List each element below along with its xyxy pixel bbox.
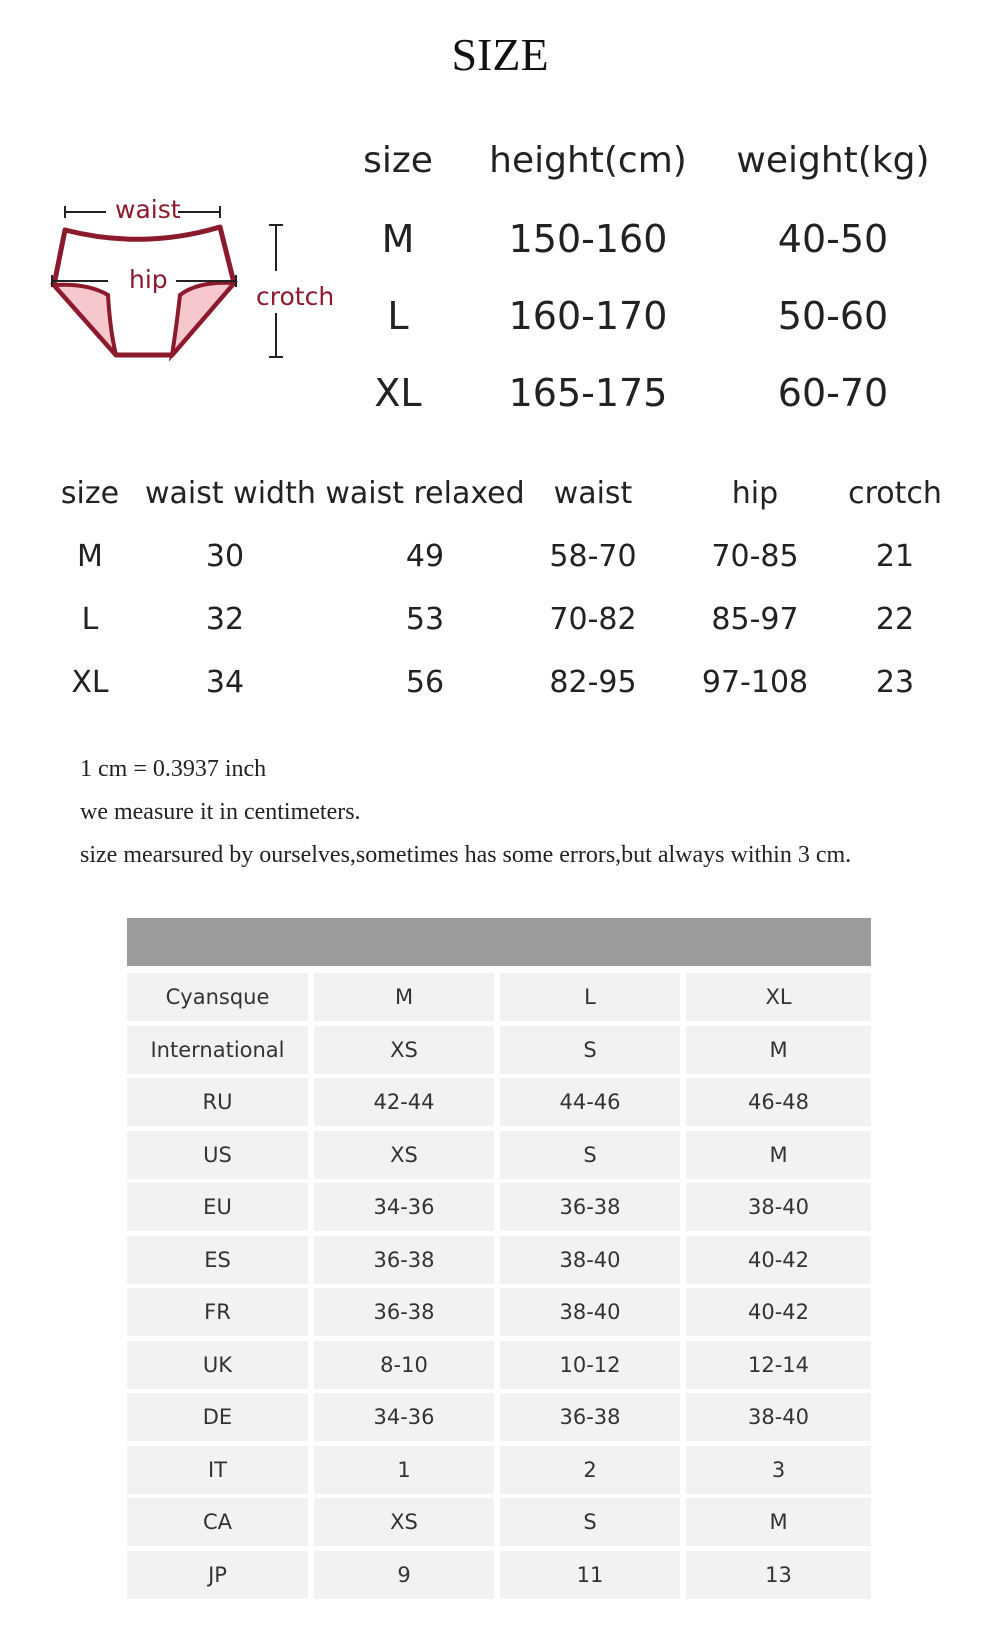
- header-cell: crotch: [848, 476, 942, 511]
- size-value: 42-44: [314, 1078, 494, 1126]
- region-label: UK: [127, 1341, 308, 1389]
- size-value: 1: [314, 1446, 494, 1494]
- region-label: CA: [127, 1498, 308, 1546]
- table-row: [50, 665, 950, 715]
- note-line: we measure it in centimeters.: [80, 799, 361, 825]
- table-cell: 53: [405, 602, 445, 637]
- size-value: M: [314, 973, 494, 1021]
- conversion-row: [127, 1288, 871, 1338]
- region-label: International: [127, 1026, 308, 1074]
- conversion-row: [127, 1393, 871, 1443]
- size-value: 38-40: [686, 1393, 871, 1441]
- size-value: 40-42: [686, 1236, 871, 1284]
- size-value: 12-14: [686, 1341, 871, 1389]
- table-cell: 21: [875, 539, 915, 574]
- table-cell: 82-95: [549, 665, 637, 700]
- weight-cell: 60-70: [777, 371, 889, 415]
- weight-cell: 40-50: [777, 217, 889, 261]
- table-cell: 23: [875, 665, 915, 700]
- size-cell: M: [381, 217, 415, 261]
- height-cell: 165-175: [508, 371, 668, 415]
- weight-cell: 50-60: [777, 294, 889, 338]
- conversion-row: [127, 1341, 871, 1391]
- table-cell: 97-108: [701, 665, 809, 700]
- size-value: 3: [686, 1446, 871, 1494]
- table-cell: 70-82: [549, 602, 637, 637]
- conversion-row: [127, 973, 871, 1023]
- table-cell: 85-97: [711, 602, 799, 637]
- size-value: 13: [686, 1551, 871, 1599]
- note-line: size mearsured by ourselves,sometimes has some errors,but always within 3 cm.: [80, 842, 852, 868]
- size-cell: L: [387, 294, 409, 338]
- region-label: Cyansque: [127, 973, 308, 1021]
- size-value: S: [500, 1498, 680, 1546]
- waist-label: waist: [115, 195, 181, 224]
- header-cell: height(cm): [489, 140, 687, 181]
- size-value: 10-12: [500, 1341, 680, 1389]
- size-cell: XL: [374, 371, 422, 415]
- region-label: EU: [127, 1183, 308, 1231]
- size-value: L: [500, 973, 680, 1021]
- size-value: M: [686, 1026, 871, 1074]
- conversion-header-bar: [127, 918, 871, 966]
- table-row: [50, 539, 950, 589]
- hip-label: hip: [129, 265, 168, 294]
- region-label: ES: [127, 1236, 308, 1284]
- conversion-row: [127, 1183, 871, 1233]
- table-cell: 49: [405, 539, 445, 574]
- table-cell: 22: [875, 602, 915, 637]
- region-label: FR: [127, 1288, 308, 1336]
- height-cell: 160-170: [508, 294, 668, 338]
- table-row: [338, 371, 978, 431]
- size-value: M: [686, 1498, 871, 1546]
- header-cell: size: [363, 140, 433, 181]
- size-value: XS: [314, 1498, 494, 1546]
- region-label: RU: [127, 1078, 308, 1126]
- table-row: [338, 294, 978, 354]
- size-value: 36-38: [314, 1288, 494, 1336]
- conversion-row: [127, 1551, 871, 1601]
- table-cell: 56: [405, 665, 445, 700]
- size-value: S: [500, 1026, 680, 1074]
- conversion-row: [127, 1498, 871, 1548]
- measurement-diagram: [48, 195, 338, 380]
- size-value: M: [686, 1131, 871, 1179]
- crotch-label: crotch: [256, 282, 335, 311]
- measure-table-header: [50, 476, 950, 526]
- header-cell: size: [60, 476, 120, 511]
- size-value: 9: [314, 1551, 494, 1599]
- size-value: 38-40: [500, 1236, 680, 1284]
- region-label: JP: [127, 1551, 308, 1599]
- table-cell: 70-85: [711, 539, 799, 574]
- conversion-row: [127, 1078, 871, 1128]
- region-label: DE: [127, 1393, 308, 1441]
- conversion-row: [127, 1446, 871, 1496]
- size-value: 44-46: [500, 1078, 680, 1126]
- table-cell: 58-70: [549, 539, 637, 574]
- size-value: XS: [314, 1026, 494, 1074]
- table-cell: 30: [205, 539, 245, 574]
- size-cell: XL: [71, 665, 109, 700]
- size-value: 8-10: [314, 1341, 494, 1389]
- header-cell: weight(kg): [736, 140, 930, 181]
- size-value: 38-40: [500, 1288, 680, 1336]
- header-cell: waist width: [145, 476, 316, 511]
- size-value: 46-48: [686, 1078, 871, 1126]
- size-value: 11: [500, 1551, 680, 1599]
- size-value: 2: [500, 1446, 680, 1494]
- size-value: 38-40: [686, 1183, 871, 1231]
- size-value: 36-38: [500, 1183, 680, 1231]
- size-cell: M: [77, 539, 103, 574]
- header-cell: hip: [731, 476, 779, 511]
- size-value: 36-38: [500, 1393, 680, 1441]
- size-value: S: [500, 1131, 680, 1179]
- size-value: 34-36: [314, 1393, 494, 1441]
- size-value: XL: [686, 973, 871, 1021]
- conversion-row: [127, 1131, 871, 1181]
- page-title: SIZE: [451, 29, 549, 80]
- size-value: 40-42: [686, 1288, 871, 1336]
- header-cell: waist: [553, 476, 633, 511]
- table-cell: 34: [205, 665, 245, 700]
- table-row: [338, 217, 978, 277]
- header-cell: waist relaxed: [325, 476, 525, 511]
- body-table-header: [338, 140, 978, 200]
- size-cell: L: [81, 602, 99, 637]
- size-value: XS: [314, 1131, 494, 1179]
- measurement-notes: [80, 752, 851, 881]
- region-label: US: [127, 1131, 308, 1179]
- conversion-row: [127, 1026, 871, 1076]
- region-label: IT: [127, 1446, 308, 1494]
- size-value: 34-36: [314, 1183, 494, 1231]
- conversion-row: [127, 1236, 871, 1286]
- note-line: 1 cm = 0.3937 inch: [80, 756, 267, 782]
- table-cell: 32: [205, 602, 245, 637]
- height-cell: 150-160: [508, 217, 668, 261]
- size-value: 36-38: [314, 1236, 494, 1284]
- table-row: [50, 602, 950, 652]
